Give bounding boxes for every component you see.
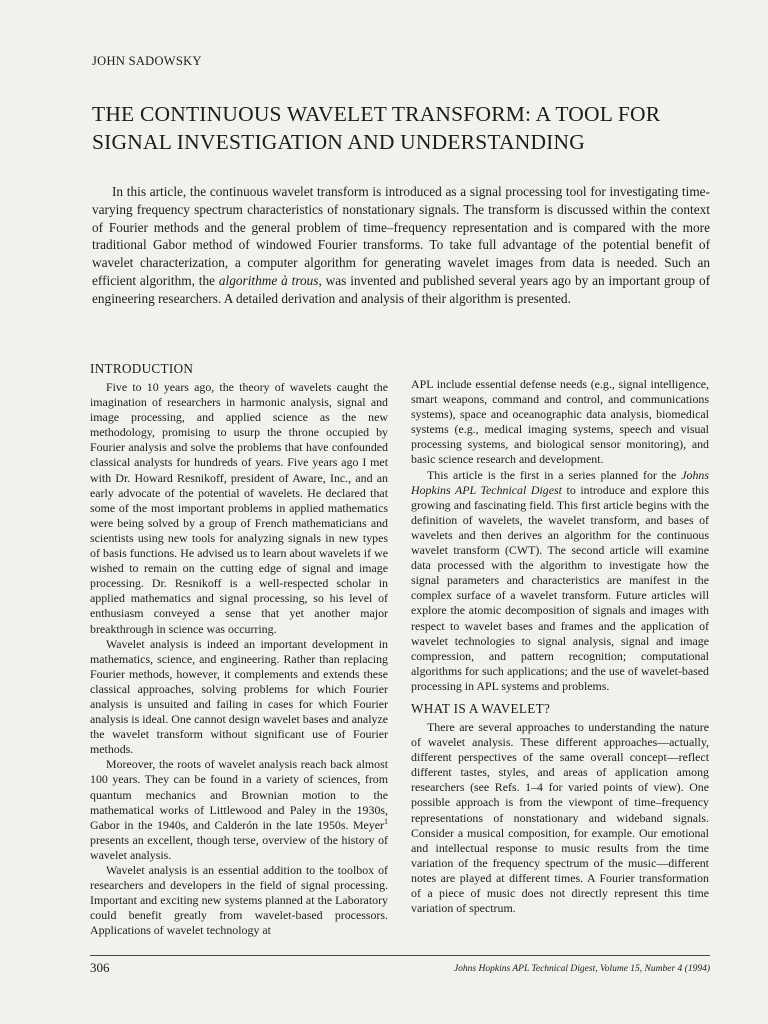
reference-superscript: 1 [384,816,388,826]
article-title: THE CONTINUOUS WAVELET TRANSFORM: A TOOL FOR SIGNAL INVESTIGATION AND UNDERSTANDING [92,102,661,154]
intro-paragraph-3-text-a: Moreover, the roots of wavelet analysis reach back almost 100 years. They can be found in a variety of sciences, from quantum mechanics and Brownian motion to the mathematical works of Littlewood and Paley in the 1930s, Gabor in the 1940s, and Calderón in the late 1950s. Meyer [90,757,388,832]
what-is-a-wavelet-heading: WHAT IS A WAVELET? [411,700,551,716]
left-column [90,360,388,938]
abstract-text-1: In this article, the continuous wavelet transform is introduced as a signal processing tool for investigating time-varying frequency spectrum characteristics of nonstationary signals. The transform is discussed within the context of Fourier methods and the general problem of time–frequency representation and is compared with the more traditional Gabor method of windowed Fourier transforms. To take full advantage of the potential benefit of wavelet characterization, a computer algorithm for generating wavelet images from data is needed. Such an efficient algorithm, the [92,184,710,288]
intro-paragraph-3-text-b: presents an excellent, though terse, overview of the history of wavelet analysis. [90,832,388,862]
intro-paragraph-1: Five to 10 years ago, the theory of wavelets caught the imagination of researchers in harmonic analysis, signal and image processing, and applied science as the new methodology, promising to usurp the throne occupied by Fourier analysis and solve the problems that have confounded classical analysts for hundreds of years. Five years ago I met with Dr. Howard Resnikoff, president of Aware, Inc., and an early advocate of the potential of wavelets. He declared that some of the most important problems in applied mathematics were being solved by a group of French mathematicians and scientists using new tools for analyzing signals in new types of basis functions. He advised us to learn about wavelets if we wished to remain on the cutting edge of signal and image processing. Dr. Resnikoff is a well-respected scholar in applied mathematics and signal processing, so his level of enthusiasm conveyed a sense that yet another major breakthrough in science was occurring. [90,380,388,636]
intro-paragraph-2: Wavelet analysis is indeed an important development in mathematics, science, and engineering. Rather than replacing Fourier methods, however, it complements and extends these classical approaches, solving problems for which Fourier analysis is unsuited and failing in cases for which Fourier analysis is ideal. One cannot design wavelet bases and analyze the wavelet transform without significant use of Fourier methods. [90,636,388,757]
intro-paragraph-4: Wavelet analysis is an essential addition to the toolbox of researchers and developers in the field of signal processing. Important and exciting new systems planned at the Laboratory could benefit greatly from wavelet-based processors. Applications of wavelet technology at [90,863,388,938]
right-paragraph-2-text-a: This article is the first in a series planned for the [427,467,682,482]
author-name: JOHN SADOWSKY [92,54,202,68]
right-paragraph-2-text-b: to introduce and explore this growing and fascinating field. This first article begins with the definition of wavelets, the wavelet transform, and bases of wavelets and then derives an algorithm for the continuous wavelet transform (CWT). The second article will examine data processed with the algorithm to investigate how the signal parameters and characteristics are manifest in the complex surface of a wavelet transform. Future articles will explore the atomic decomposition of signals and images with respect to wavelet bases and frames and the application of wavelet technologies to signal analysis, signal and image compression, and pattern recognition; computational algorithms for such applications; and the use of wavelet-based processing in APL systems and problems. [411,482,709,693]
journal-name-italic: Johns Hopkins APL Technical Digest [411,467,709,497]
introduction-heading: INTRODUCTION [90,361,194,376]
right-column [411,377,709,916]
page-number: 306 [90,960,110,975]
footer-rule [90,955,710,956]
wavelet-paragraph-1: There are several approaches to understanding the nature of wavelet analysis. These different approaches—actually, different perspectives of the same overall concept—reflect different tastes, styles, and areas of application among researchers (see Refs. 1–4 for varied points of view). One possible approach is from the viewpont of time–frequency representations of nonstationary and wideband signals. Consider a musical composition, for example. Our emotional and intellectual response to music results from the time variation of the frequency spectrum of the music—different notes are played at different times. A Fourier transformation of a piece of music does not directly represent this time variation of spectrum. [411,719,709,916]
intro-paragraph-3 [90,757,388,863]
abstract-text-2: , was invented and published several years ago by an important group of engineering researchers. A detailed derivation and analysis of their algorithm is presented. [92,272,711,306]
right-paragraph-1: APL include essential defense needs (e.g., signal intelligence, smart weapons, command and control, and communications systems), space and oceanographic data analysis, biomedical systems (e.g., medical imaging systems, speech and visual processing systems, and biological sensor monitoring), and basic science research and development. [411,377,709,467]
abstract [92,183,710,308]
footer-journal-citation: Johns Hopkins APL Technical Digest, Volume 15, Number 4 (1994) [453,964,710,974]
right-paragraph-2 [411,468,709,694]
abstract-italic-term: algorithme à trous [218,272,319,288]
